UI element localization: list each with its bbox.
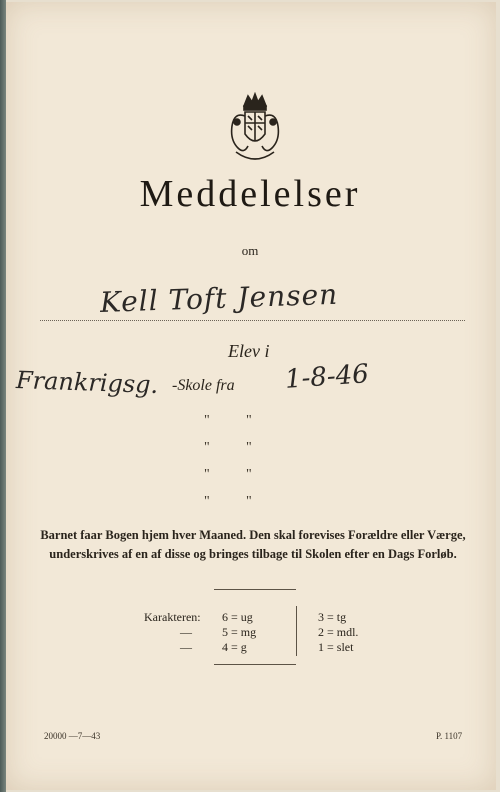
print-run-code: 20000 —7—43	[44, 731, 101, 741]
document-title: Meddelelser	[139, 173, 361, 215]
ditto-mark: "	[246, 413, 252, 428]
name-dotted-line	[40, 320, 465, 321]
grade-2: 2 = mdl.	[318, 625, 359, 639]
start-date-handwritten: 1-8-46	[284, 359, 370, 395]
elev-label: Elev i	[228, 341, 270, 361]
ditto-mark: "	[204, 413, 210, 428]
grades-dash: —	[180, 640, 192, 654]
ditto-mark: "	[246, 467, 252, 482]
top-divider	[214, 589, 296, 590]
grades-vertical-divider	[296, 606, 297, 656]
notice-text: Barnet faar Bogen hjem hver Maaned. Den skal forevises Forældre eller Værge, underskrives af en af disse og bringes tilbage til Skolen efter en Dags Forløb.	[40, 528, 466, 561]
skole-fra-label: -Skole fra	[172, 377, 235, 394]
ditto-mark: "	[246, 494, 252, 509]
grade-6: 6 = ug	[222, 610, 253, 624]
om-label: om	[241, 243, 259, 258]
grade-4: 4 = g	[222, 640, 247, 654]
ditto-mark: "	[246, 440, 252, 455]
ditto-mark: "	[204, 440, 210, 455]
grades-label: Karakteren:	[144, 610, 201, 624]
bottom-divider	[214, 664, 296, 665]
pupil-name-handwritten: Kell Toft Jensen	[99, 277, 339, 319]
grade-5: 5 = mg	[222, 625, 257, 639]
royal-coat-of-arms-icon	[224, 92, 286, 166]
school-name-handwritten: Frankrigsg.	[15, 366, 159, 399]
grade-1: 1 = slet	[318, 640, 354, 654]
form-number: P. 1107	[436, 731, 463, 741]
ditto-mark: "	[204, 494, 210, 509]
ditto-mark: "	[204, 467, 210, 482]
grades-dash: —	[180, 625, 192, 639]
grade-3: 3 = tg	[318, 610, 347, 624]
